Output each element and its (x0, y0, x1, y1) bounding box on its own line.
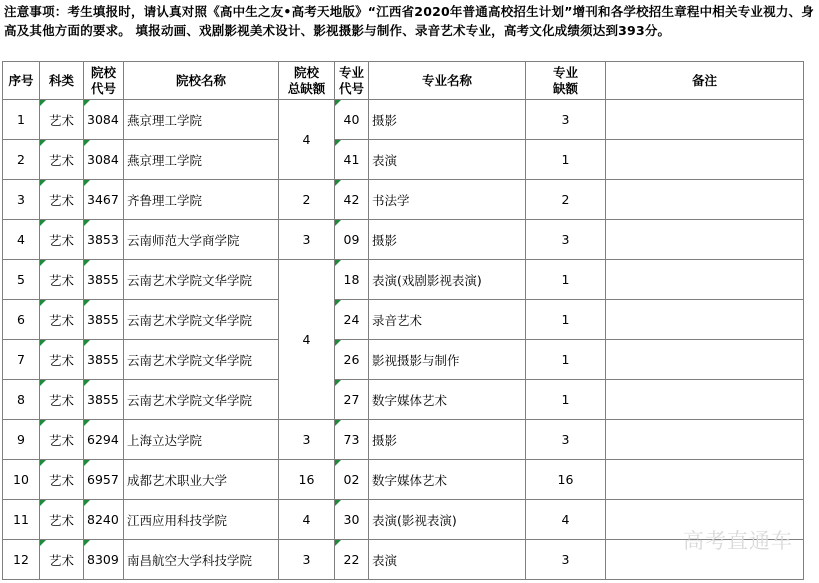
cell-school-code: 3855 (84, 300, 124, 340)
cell-major-code: 30 (335, 500, 369, 540)
cell-remarks (606, 420, 804, 460)
table-row (3, 180, 804, 220)
cell-vacancy: 1 (526, 300, 606, 340)
table-row (3, 420, 804, 460)
cell-category: 艺术 (40, 380, 84, 420)
cell-school-code: 6957 (84, 460, 124, 500)
cell-school-code: 3855 (84, 340, 124, 380)
cell-school-name: 江西应用科技学院 (124, 500, 279, 540)
cell-vacancy: 1 (526, 140, 606, 180)
cell-major-name: 数字媒体艺术 (369, 380, 526, 420)
cell-category: 艺术 (40, 140, 84, 180)
cell-major-name: 表演 (369, 140, 526, 180)
cell-school-code: 3084 (84, 140, 124, 180)
header-row (3, 62, 804, 100)
table-row (3, 460, 804, 500)
cell-school-name: 齐鲁理工学院 (124, 180, 279, 220)
cell-major-name: 数字媒体艺术 (369, 460, 526, 500)
cell-school-total: 3 (279, 540, 335, 580)
cell-major-code: 73 (335, 420, 369, 460)
cell-seq: 6 (3, 300, 40, 340)
cell-seq: 9 (3, 420, 40, 460)
cell-school-name: 燕京理工学院 (124, 100, 279, 140)
cell-vacancy: 3 (526, 420, 606, 460)
cell-major-code: 24 (335, 300, 369, 340)
cell-category: 艺术 (40, 340, 84, 380)
cell-category: 艺术 (40, 220, 84, 260)
cell-vacancy: 3 (526, 540, 606, 580)
cell-school-total: 3 (279, 220, 335, 260)
header-school-name: 院校名称 (124, 62, 279, 100)
cell-school-code: 8240 (84, 500, 124, 540)
cell-vacancy: 3 (526, 100, 606, 140)
cell-major-code: 09 (335, 220, 369, 260)
table-row (3, 220, 804, 260)
header-category: 科类 (40, 62, 84, 100)
cell-school-code: 6294 (84, 420, 124, 460)
cell-major-name: 书法学 (369, 180, 526, 220)
cell-remarks (606, 340, 804, 380)
cell-school-total: 4 (279, 500, 335, 540)
cell-category: 艺术 (40, 100, 84, 140)
cell-school-code: 8309 (84, 540, 124, 580)
cell-vacancy: 16 (526, 460, 606, 500)
cell-seq: 1 (3, 100, 40, 140)
cell-remarks (606, 380, 804, 420)
watermark: 高考直通车 (683, 529, 793, 553)
cell-school-name: 云南艺术学院文华学院 (124, 340, 279, 380)
header-major-name: 专业名称 (369, 62, 526, 100)
cell-school-name: 云南师范大学商学院 (124, 220, 279, 260)
header-remarks: 备注 (606, 62, 804, 100)
vacancy-table (2, 61, 804, 580)
cell-seq: 5 (3, 260, 40, 300)
header-school-code: 院校 代号 (84, 62, 124, 100)
cell-seq: 4 (3, 220, 40, 260)
cell-major-code: 42 (335, 180, 369, 220)
cell-school-code: 3853 (84, 220, 124, 260)
cell-school-total: 4 (279, 100, 335, 180)
cell-major-code: 26 (335, 340, 369, 380)
cell-school-total: 16 (279, 460, 335, 500)
cell-major-code: 41 (335, 140, 369, 180)
cell-seq: 12 (3, 540, 40, 580)
table-row (3, 300, 804, 340)
cell-vacancy: 4 (526, 500, 606, 540)
notice-text: 注意事项：考生填报时，请认真对照《高中生之友•高考天地版》“江西省2020年普通高校招生计划”增刊和各学校招生章程中相关专业视力、身高及其他方面的要求。 填报动画、戏剧影视美术设计、影视摄影与制作、录音艺术专业，高考文化成绩须达到393分。 (4, 4, 814, 38)
cell-school-name: 成都艺术职业大学 (124, 460, 279, 500)
cell-seq: 3 (3, 180, 40, 220)
cell-category: 艺术 (40, 420, 84, 460)
cell-major-name: 影视摄影与制作 (369, 340, 526, 380)
cell-seq: 11 (3, 500, 40, 540)
cell-school-total: 3 (279, 420, 335, 460)
cell-school-code: 3084 (84, 100, 124, 140)
header-major-code: 专业 代号 (335, 62, 369, 100)
cell-major-name: 摄影 (369, 100, 526, 140)
cell-category: 艺术 (40, 500, 84, 540)
table-row (3, 260, 804, 300)
cell-category: 艺术 (40, 460, 84, 500)
cell-school-name: 上海立达学院 (124, 420, 279, 460)
cell-major-code: 40 (335, 100, 369, 140)
cell-school-total: 4 (279, 260, 335, 420)
header-major-vacancy: 专业 缺额 (526, 62, 606, 100)
cell-remarks (606, 260, 804, 300)
cell-school-total: 2 (279, 180, 335, 220)
cell-school-code: 3855 (84, 380, 124, 420)
cell-school-name: 云南艺术学院文华学院 (124, 300, 279, 340)
cell-major-code: 18 (335, 260, 369, 300)
cell-seq: 10 (3, 460, 40, 500)
cell-major-name: 录音艺术 (369, 300, 526, 340)
cell-vacancy: 3 (526, 220, 606, 260)
table-row (3, 340, 804, 380)
cell-major-code: 02 (335, 460, 369, 500)
cell-remarks (606, 180, 804, 220)
cell-major-name: 摄影 (369, 420, 526, 460)
cell-category: 艺术 (40, 540, 84, 580)
cell-seq: 8 (3, 380, 40, 420)
header-school-total: 院校 总缺额 (279, 62, 335, 100)
cell-major-name: 摄影 (369, 220, 526, 260)
cell-school-name: 南昌航空大学科技学院 (124, 540, 279, 580)
cell-school-code: 3467 (84, 180, 124, 220)
cell-remarks (606, 460, 804, 500)
cell-major-name: 表演(戏剧影视表演) (369, 260, 526, 300)
table-row (3, 140, 804, 180)
cell-category: 艺术 (40, 300, 84, 340)
cell-school-code: 3855 (84, 260, 124, 300)
cell-category: 艺术 (40, 180, 84, 220)
cell-remarks (606, 100, 804, 140)
cell-vacancy: 2 (526, 180, 606, 220)
cell-vacancy: 1 (526, 340, 606, 380)
cell-remarks (606, 300, 804, 340)
header-seq: 序号 (3, 62, 40, 100)
table-row (3, 100, 804, 140)
cell-major-name: 表演 (369, 540, 526, 580)
cell-remarks (606, 220, 804, 260)
cell-school-name: 云南艺术学院文华学院 (124, 260, 279, 300)
cell-remarks (606, 140, 804, 180)
cell-vacancy: 1 (526, 380, 606, 420)
cell-school-name: 燕京理工学院 (124, 140, 279, 180)
cell-category: 艺术 (40, 260, 84, 300)
table-row (3, 380, 804, 420)
cell-seq: 7 (3, 340, 40, 380)
cell-seq: 2 (3, 140, 40, 180)
cell-school-name: 云南艺术学院文华学院 (124, 380, 279, 420)
cell-major-code: 27 (335, 380, 369, 420)
cell-vacancy: 1 (526, 260, 606, 300)
cell-major-name: 表演(影视表演) (369, 500, 526, 540)
cell-major-code: 22 (335, 540, 369, 580)
